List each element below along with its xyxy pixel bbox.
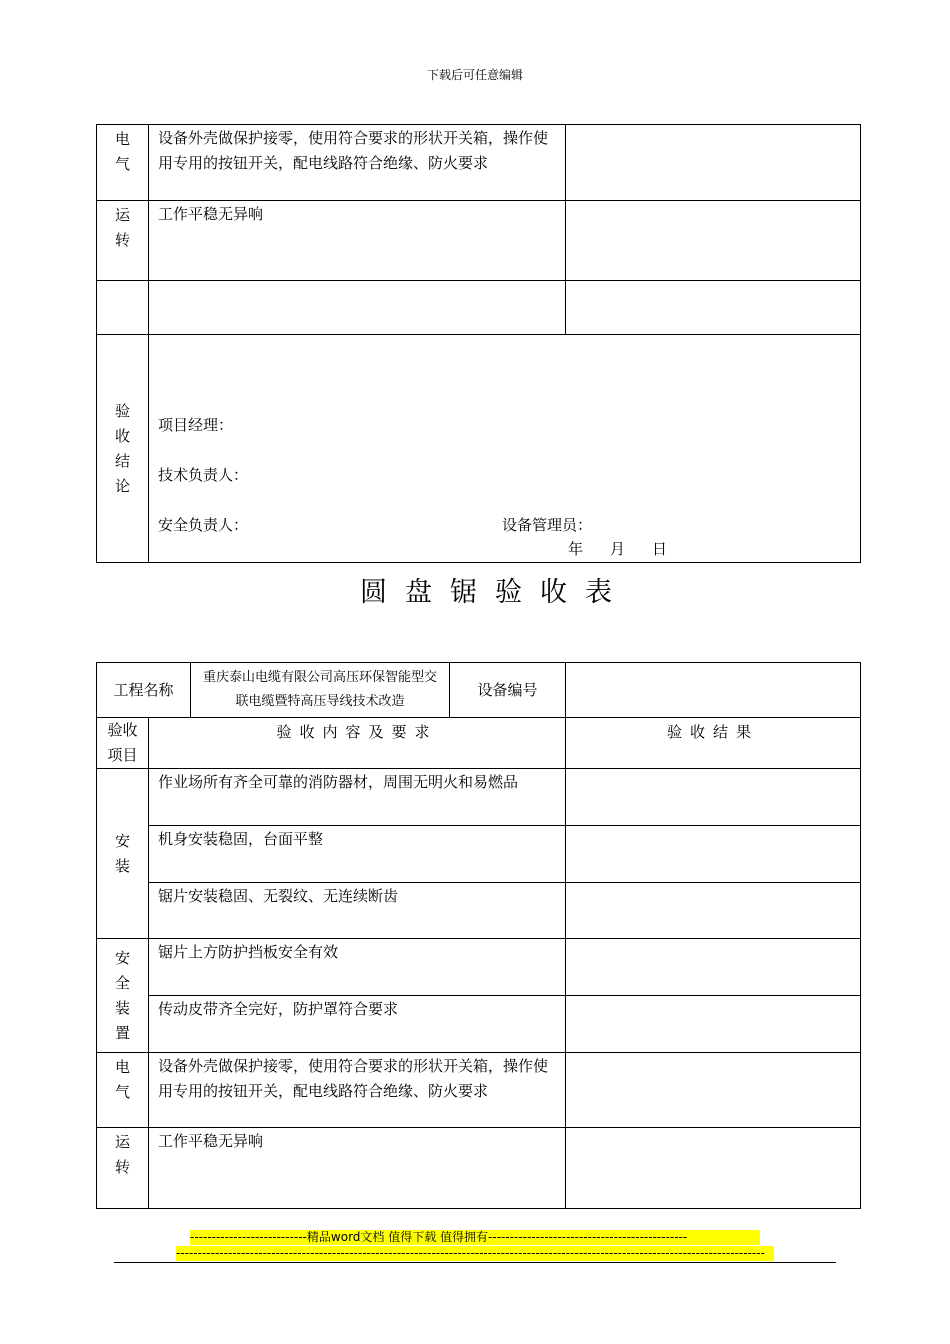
item-content: 锯片安装稳固、无裂纹、无连续断齿	[149, 883, 566, 939]
item-result-cell[interactable]	[566, 826, 861, 883]
project-manager-label: 项目经理：	[158, 416, 234, 434]
item-content: 传动皮带齐全完好，防护罩符合要求	[149, 996, 566, 1053]
circular-saw-acceptance-table	[96, 662, 861, 1209]
date-day: 日	[652, 540, 668, 558]
footer-banner-line1: ---------------------------精品word文档 值得下载 值得拥有----------------------------------------------	[190, 1230, 760, 1245]
date-month: 月	[610, 540, 626, 558]
col-header-item: 验收项目	[97, 718, 149, 769]
row-content: 设备外壳做保护接零，使用符合要求的形状开关箱，操作使用专用的按钮开关，配电线路符合绝缘、防火要求	[149, 125, 566, 201]
column-header-row	[97, 718, 861, 769]
header-note: 下载后可任意编辑	[426, 68, 523, 82]
table-row	[97, 201, 861, 281]
table-row	[97, 769, 861, 826]
row-label-electrical: 电 气	[97, 125, 149, 201]
group-label-operation: 运 转	[97, 1128, 149, 1209]
table-row	[97, 125, 861, 201]
table-row	[97, 1128, 861, 1209]
group-label-safety-device: 安 全 装 置	[97, 939, 149, 1053]
table-row	[97, 883, 861, 939]
row-result-cell[interactable]	[566, 281, 861, 335]
row-content: 工作平稳无异响	[149, 201, 566, 281]
item-result-cell[interactable]	[566, 1128, 861, 1209]
item-result-cell[interactable]	[566, 939, 861, 996]
table-row-empty	[97, 281, 861, 335]
equipment-no-label: 设备编号	[450, 663, 566, 718]
top-acceptance-table	[96, 124, 861, 563]
group-label-installation: 安 装	[97, 769, 149, 939]
empty-content-cell	[149, 281, 566, 335]
item-content: 机身安装稳固，台面平整	[149, 826, 566, 883]
table-row	[97, 996, 861, 1053]
safety-lead-label: 安全负责人：	[158, 516, 249, 534]
item-result-cell[interactable]	[566, 996, 861, 1053]
item-result-cell[interactable]	[566, 1053, 861, 1128]
conclusion-label: 验 收 结 论	[97, 335, 149, 563]
item-content: 作业场所有齐全可靠的消防器材，周围无明火和易燃品	[149, 769, 566, 826]
footer-divider	[114, 1262, 836, 1263]
item-content: 工作平稳无异响	[149, 1128, 566, 1209]
equipment-manager-label: 设备管理员：	[502, 516, 593, 534]
project-name-value: 重庆泰山电缆有限公司高压环保智能型交联电缆暨特高压导线技术改造	[191, 663, 450, 718]
col-header-content: 验收内容及要求	[149, 718, 566, 769]
project-name-label: 工程名称	[97, 663, 191, 718]
form-title: 圆盘锯验收表	[360, 577, 630, 608]
project-info-row	[97, 663, 861, 718]
group-label-electrical: 电 气	[97, 1053, 149, 1128]
empty-label-cell	[97, 281, 149, 335]
col-header-result: 验收结果	[566, 718, 861, 769]
row-result-cell[interactable]	[566, 125, 861, 201]
conclusion-cell	[149, 335, 861, 563]
item-content: 锯片上方防护挡板安全有效	[149, 939, 566, 996]
table-row	[97, 1053, 861, 1128]
tech-lead-label: 技术负责人：	[158, 466, 249, 484]
equipment-no-value[interactable]	[566, 663, 861, 718]
item-result-cell[interactable]	[566, 769, 861, 826]
footer-banner-line2: ----------------------------------------------------------------------------------------------------------------------------------------	[176, 1246, 774, 1261]
item-result-cell[interactable]	[566, 883, 861, 939]
date-year: 年	[568, 540, 584, 558]
item-content: 设备外壳做保护接零，使用符合要求的形状开关箱，操作使用专用的按钮开关，配电线路符合绝缘、防火要求	[149, 1053, 566, 1128]
row-result-cell[interactable]	[566, 201, 861, 281]
table-row	[97, 826, 861, 883]
conclusion-row	[97, 335, 861, 563]
table-row	[97, 939, 861, 996]
row-label-operation: 运 转	[97, 201, 149, 281]
